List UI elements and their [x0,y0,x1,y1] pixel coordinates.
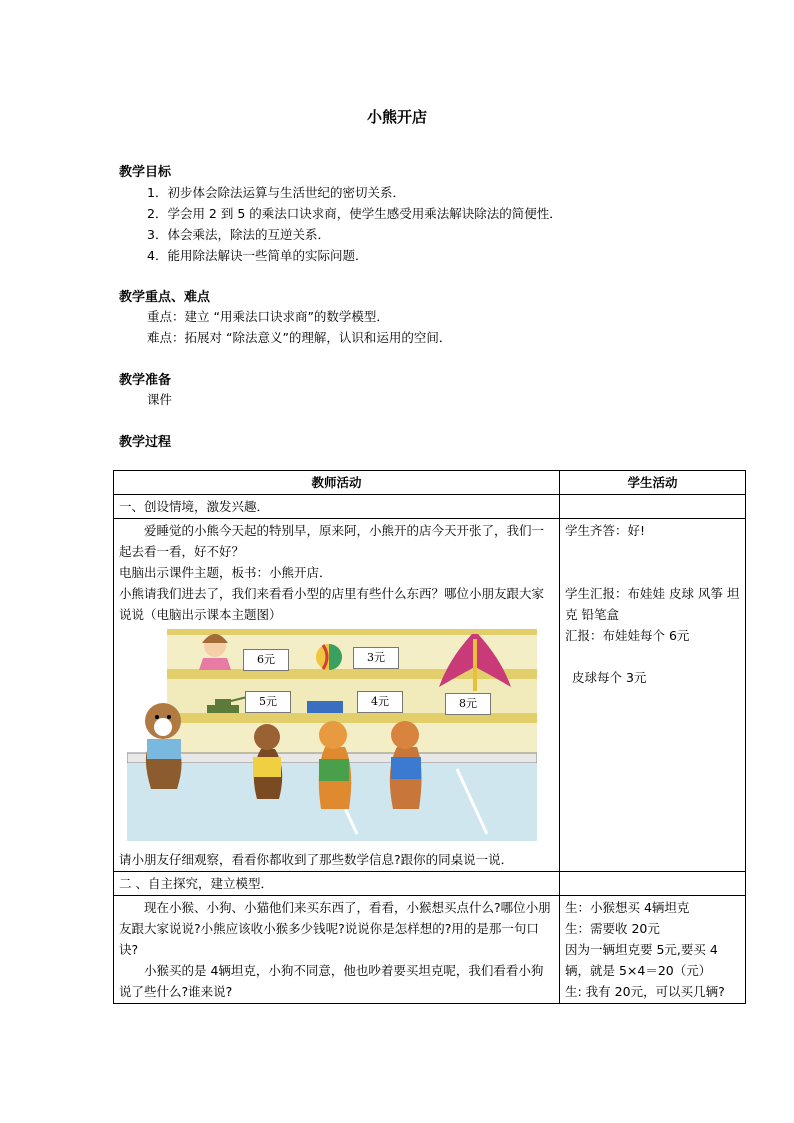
teacher-text: 现在小猴、小狗、小猫他们来买东西了，看看，小猴想买点什么?哪位小朋友跟大家说说?小熊应该收小猴多少钱呢?说说你是怎样想的?用的是那一句口诀? [119,900,551,957]
price-tag: 4元 [357,691,403,713]
price-tag: 5元 [245,691,291,713]
objective-item: 4．能用除法解诀一些简单的实际问题． [147,248,368,263]
prep-item: 课件 [147,392,173,407]
teacher-header: 教师活动 [114,471,560,495]
student-text: 因为一辆坦克要 5元,要买 4辆，就是 5×4＝20（元） [565,942,718,978]
student-text: 生：需要收 20元 [565,921,660,936]
price-tag: 8元 [445,693,491,715]
section1-student-cell [560,519,746,872]
empty-cell [560,495,746,519]
page-title: 小熊开店 [366,108,427,126]
teacher-text: 小猴买的是 4辆坦克，小狗不同意，他也吵着要买坦克呢，我们看看小狗说了些什么?谁来说? [119,963,544,999]
section1-title: 一、创设情境，激发兴趣． [114,495,560,519]
section1-teacher-cell [114,519,560,872]
process-heading: 教学过程 [119,435,172,450]
keypoint-item: 难点：拓展对 “除法意义”的理解，认识和运用的空间． [147,330,452,345]
prep-heading: 教学准备 [119,373,172,388]
student-text: 生：小猴想买 4辆坦克 [565,900,690,915]
table-row [114,896,746,1004]
keypoints-heading: 教学重点、难点 [119,290,211,305]
teacher-text: 爱睡觉的小熊今天起的特别早，原来阿，小熊开的店今天开张了，我们一起去看一看，好不好？ [119,523,545,559]
keypoint-item: 重点：建立 “用乘法口诀求商”的数学模型． [147,309,389,324]
table-row [114,495,746,519]
lesson-table [113,470,746,1004]
price-tag: 3元 [353,647,399,669]
price-tag: 6元 [243,649,289,671]
empty-cell [560,872,746,896]
section2-teacher-cell [114,896,560,1004]
objectives-heading: 教学目标 [119,165,172,180]
shop-illustration [127,629,537,841]
student-text: 皮球每个 3元 [572,670,647,685]
student-text: 生: 我有 20元，可以买几辆? [565,984,725,999]
table-header-row [114,471,746,495]
section2-title: 二 、自主探究，建立模型． [114,872,560,896]
table-row [114,872,746,896]
objective-item: 3．体会乘法，除法的互逆关系． [147,227,330,242]
student-text: 学生汇报：布娃娃 皮球 风筝 坦克 铅笔盒 [565,586,740,622]
objective-item: 1．初步体会除法运算与生活世纪的密切关系． [147,185,405,200]
shop-scene-graphic [127,629,537,841]
teacher-text: 小熊请我们进去了，我们来看看小型的店里有些什么东西？哪位小朋友跟大家说说（电脑出示课本主题图） [119,586,545,622]
teacher-text: 电脑出示课件主题，板书：小熊开店． [119,565,332,580]
section2-student-cell [560,896,746,1004]
student-text: 汇报：布娃娃每个 6元 [565,628,690,643]
student-text: 学生齐答：好! [565,523,646,538]
teacher-text: 请小朋友仔细观察，看看你都收到了那些数学信息?跟你的同桌说一说． [119,852,514,867]
objective-item: 2．学会用 2 到 5 的乘法口诀求商，使学生感受用乘法解诀除法的简便性． [147,206,562,221]
student-header: 学生活动 [560,471,746,495]
table-row [114,519,746,872]
